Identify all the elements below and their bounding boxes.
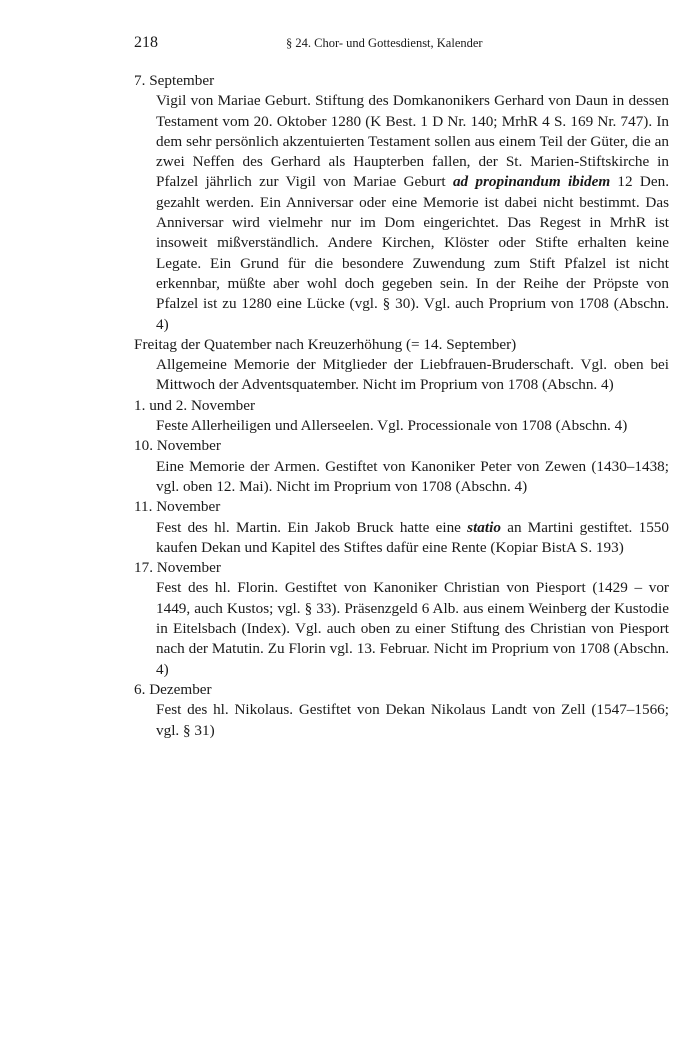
entry-date: 7. September — [134, 72, 215, 89]
calendar-entry — [134, 335, 669, 396]
calendar-entry — [134, 71, 669, 335]
entry-text — [156, 91, 669, 335]
entry-date: 1. und 2. November — [134, 396, 256, 414]
entry-text — [156, 518, 669, 559]
entry-date: Freitag der Quatember nach Kreuzerhöhung (= 14. September) — [134, 335, 517, 353]
calendar-entry — [134, 497, 669, 558]
entry-date: 10. November — [134, 437, 221, 455]
entry-text-part: 12 Den. gezahlt werden. Ein Anniversar oder eine Memorie ist dabei nicht bestimmt. Das Anniversar wird vielmehr nur im Dom eingerichtet. Das Regest in MrhR ist insoweit mißverständlich. Andere Kirchen, Klöster oder Stifte erhalten keine Legate. Ein Grund für die besondere Zuwendung zum Stift Pfalzel ist nicht erkennbar, müßte aber wohl doch gegeben sein. In der Reihe der Pröpste von Pfalzel ist zu 1280 eine Lücke (vgl. § 30). Vgl. auch Proprium von 1708 (Abschn. 4) — [156, 173, 669, 333]
entry-text-part: Fest des hl. Martin. Ein Jakob Bruck hatte eine — [156, 518, 468, 536]
calendar-entries — [134, 71, 669, 741]
entry-date: 6. Dezember — [134, 680, 212, 698]
entry-text: Fest des hl. Nikolaus. Gestiftet von Dekan Nikolaus Landt von Zell (1547–1566; vgl. § 31) — [156, 701, 669, 739]
document-page — [134, 34, 669, 741]
entry-text: Eine Memorie der Armen. Gestiftet von Kanoniker Peter von Zewen (1430–1438; vgl. oben 12. Mai). Nicht im Proprium von 1708 (Abschn. 4) — [156, 457, 669, 495]
entry-text-italic: statio — [467, 518, 501, 536]
running-title: § 24. Chor- und Gottesdienst, Kalender — [286, 36, 483, 50]
entry-text: Feste Allerheiligen und Allerseelen. Vgl. Processionale von 1708 (Abschn. 4) — [156, 417, 628, 435]
entry-text: Fest des hl. Florin. Gestiftet von Kanoniker Christian von Piesport (1429 – vor 1449, auch Kustos; vgl. § 33). Präsenzgeld 6 Alb. aus einem Weinberg der Kustodie in Eitelsbach (Index). Vgl. auch oben zu einer Stiftung des Christian von Piesport nach der Matutin. Zu Florin vgl. 13. Februar. Nicht im Proprium von 1708 (Abschn. 4) — [156, 579, 669, 678]
page-number: 218 — [134, 34, 158, 51]
entry-text: Allgemeine Memorie der Mitglieder der Liebfrauen-Bruderschaft. Vgl. oben bei Mittwoch der Adventsquatember. Nicht im Proprium von 1708 (Abschn. 4) — [156, 356, 669, 394]
entry-text-part: Vigil von Mariae Geburt. Stiftung des Domkanonikers Gerhard von Daun in dessen Testament vom 20. Oktober 1280 (K Best. 1 D Nr. 140; MrhR 4 S. 169 Nr. 747). In dem sehr persönlich akzentuierten Testament sollen aus einem Teil der Güter, die an zwei Neffen des Gerhard als Haupterben fallen, der St. Marien-Stiftskirche in Pfalzel jährlich zur Vigil von Mariae Geburt — [156, 92, 669, 191]
calendar-entry — [134, 680, 669, 741]
calendar-entry — [134, 436, 669, 497]
entry-date: 17. November — [134, 559, 221, 577]
calendar-entry — [134, 558, 669, 680]
calendar-entry — [134, 396, 669, 437]
entry-date: 11. November — [134, 498, 221, 516]
entry-text-part: an Martini gestiftet. 1550 kaufen Dekan und Kapitel des Stiftes dafür eine Rente (Kopiar BistA S. 193) — [156, 518, 669, 556]
entry-text-italic: ad propinandum ibidem — [452, 173, 611, 191]
running-head — [134, 34, 669, 60]
